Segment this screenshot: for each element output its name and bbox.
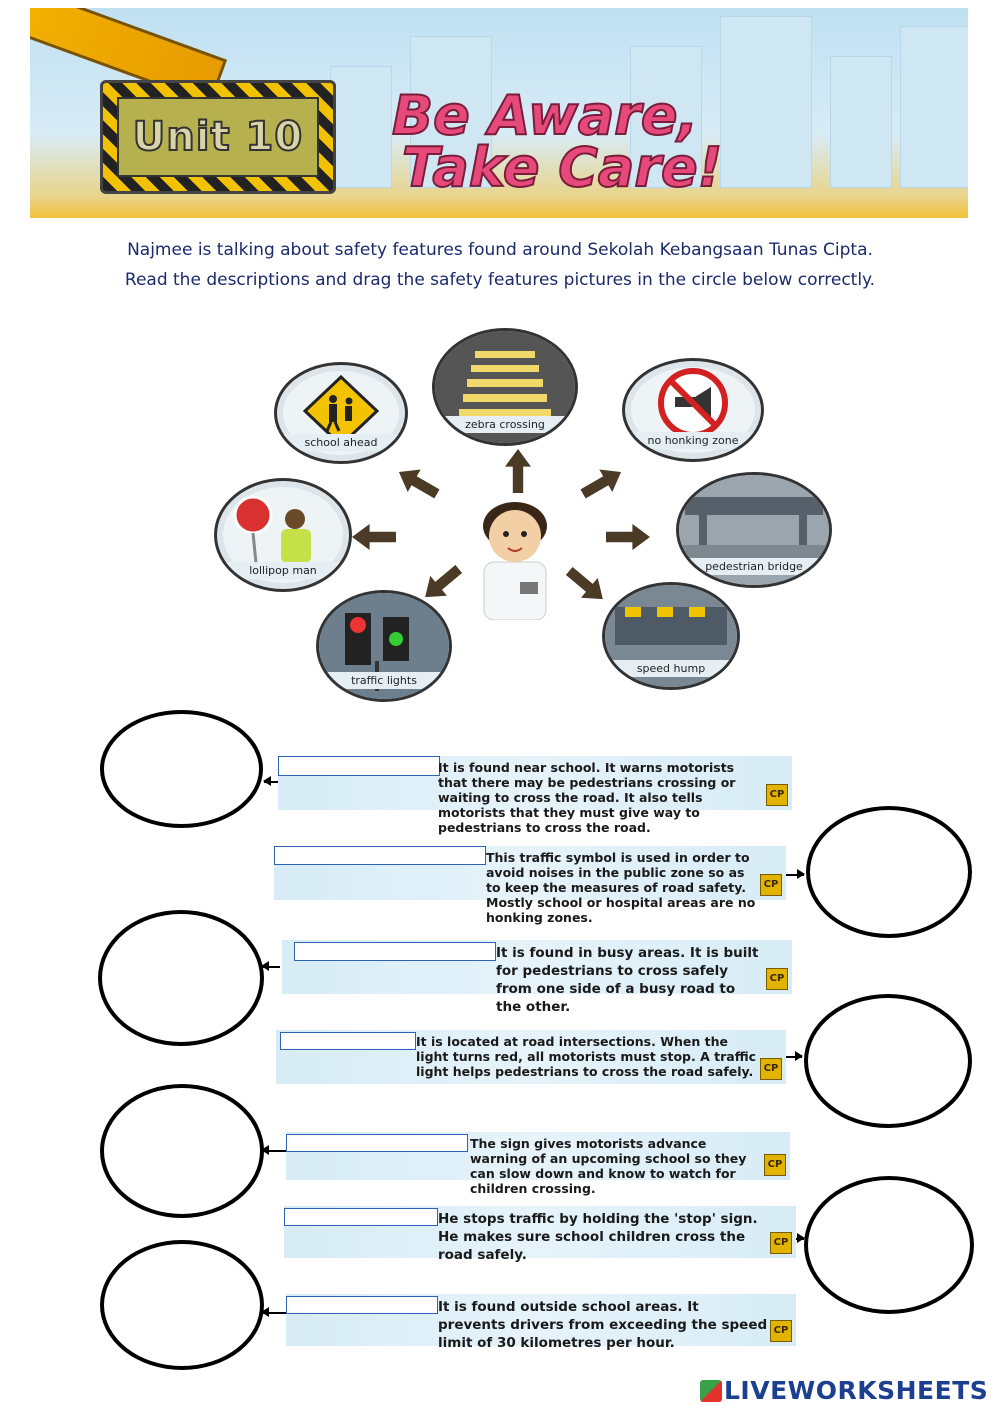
feature-zebra-crossing[interactable] (432, 328, 578, 446)
drop-circle-3[interactable] (98, 910, 264, 1046)
title-line-1: Be Aware, (392, 84, 699, 147)
feature-caption: no honking zone (625, 432, 761, 449)
building-shape (830, 56, 892, 188)
arrow-icon (606, 524, 650, 550)
building-shape (900, 26, 968, 188)
liveworksheets-logo-icon (700, 1380, 722, 1402)
instruction-line-1: Najmee is talking about safety features found around Sekolah Kebangsaan Tunas Cipta. (127, 240, 873, 260)
feature-speed-hump[interactable] (602, 582, 740, 690)
unit-label: Unit 10 (132, 114, 304, 160)
feature-caption: pedestrian bridge (679, 558, 829, 575)
feature-lollipop-man[interactable] (214, 478, 352, 592)
description-text: It is found near school. It warns motorists that there may be pedestrians crossing or waiting to cross the road. It also tells motorists that they must give way to pedestrians to cross the road. (438, 760, 736, 835)
description-text: He stops traffic by holding the 'stop' sign. He makes sure school children cross the road safely. (438, 1211, 758, 1263)
feature-caption: speed hump (605, 660, 737, 677)
feature-school-ahead[interactable] (274, 362, 408, 464)
feature-traffic-lights[interactable] (316, 590, 452, 702)
description-5 (286, 1132, 790, 1196)
drop-circle-1[interactable] (100, 710, 263, 828)
description-text: It is found in busy areas. It is built for pedestrians to cross safely from one side of a busy road to the other. (496, 945, 759, 1015)
title-line-2: Take Care! (402, 136, 723, 199)
feature-no-honking-zone[interactable] (622, 358, 764, 462)
description-6 (284, 1206, 796, 1263)
description-2 (274, 846, 786, 925)
answer-blank-input[interactable] (294, 942, 496, 961)
instructions (0, 235, 1000, 295)
cp-badge: CP (764, 1154, 786, 1176)
cp-badge: CP (760, 874, 782, 896)
liveworksheets-logo (700, 1376, 988, 1405)
answer-blank-input[interactable] (278, 756, 440, 776)
arrow-icon (576, 461, 627, 506)
pointer-arrow (262, 1312, 286, 1314)
answer-blank-input[interactable] (286, 1296, 438, 1314)
description-text: This traffic symbol is used in order to avoid noises in the public zone so as to keep the measures of road safety. Mostly school or hospital areas are no honking zones. (486, 850, 756, 925)
boy-icon (470, 490, 560, 620)
drop-circle-5[interactable] (100, 1084, 264, 1218)
feature-caption: zebra crossing (435, 416, 575, 433)
pointer-arrow (262, 1150, 286, 1152)
answer-blank-input[interactable] (284, 1208, 438, 1226)
description-4 (276, 1030, 786, 1084)
boy-illustration (470, 490, 560, 620)
arrow-icon (505, 449, 531, 493)
description-text: It is found outside school areas. It prevents drivers from exceeding the speed limit of 30 kilometres per hour. (438, 1299, 768, 1351)
answer-blank-input[interactable] (280, 1032, 416, 1050)
answer-blank-input[interactable] (286, 1134, 468, 1152)
building-shape (330, 66, 392, 188)
description-3 (282, 940, 792, 1015)
unit-sign-panel (117, 97, 319, 177)
building-shape (720, 16, 812, 188)
cp-badge: CP (766, 968, 788, 990)
drop-circle-7[interactable] (100, 1240, 264, 1370)
drop-circle-2[interactable] (806, 806, 972, 938)
header-banner (30, 8, 968, 218)
instruction-line-2: Read the descriptions and drag the safety features pictures in the circle below correctly. (124, 270, 876, 290)
drop-circle-6[interactable] (804, 1176, 974, 1314)
arrow-icon (417, 559, 467, 607)
cp-badge: CP (770, 1320, 792, 1342)
unit-sign (100, 80, 336, 194)
description-1 (278, 756, 792, 835)
feature-caption: school ahead (277, 434, 405, 451)
drop-circle-4[interactable] (804, 994, 972, 1128)
cp-badge: CP (766, 784, 788, 806)
description-text: The sign gives motorists advance warning of an upcoming school so they can slow down and know to watch for children crossing. (470, 1136, 747, 1196)
arrow-icon (561, 561, 611, 609)
description-7 (286, 1294, 796, 1351)
description-text: It is located at road intersections. When the light turns red, all motorists must stop. A traffic light helps pedestrians to cross the road safely. (416, 1034, 757, 1079)
arrow-icon (392, 461, 443, 506)
arrow-icon (352, 524, 396, 550)
pointer-arrow (786, 874, 804, 876)
feature-caption: lollipop man (217, 562, 349, 579)
pointer-arrow (784, 1056, 802, 1058)
pointer-arrow (262, 966, 280, 968)
cp-badge: CP (760, 1058, 782, 1080)
feature-caption: traffic lights (319, 672, 449, 689)
brand-name: LIVEWORKSHEETS (724, 1376, 989, 1405)
feature-pedestrian-bridge[interactable] (676, 472, 832, 588)
page-title (392, 84, 723, 199)
cp-badge: CP (770, 1232, 792, 1254)
answer-blank-input[interactable] (274, 846, 486, 865)
